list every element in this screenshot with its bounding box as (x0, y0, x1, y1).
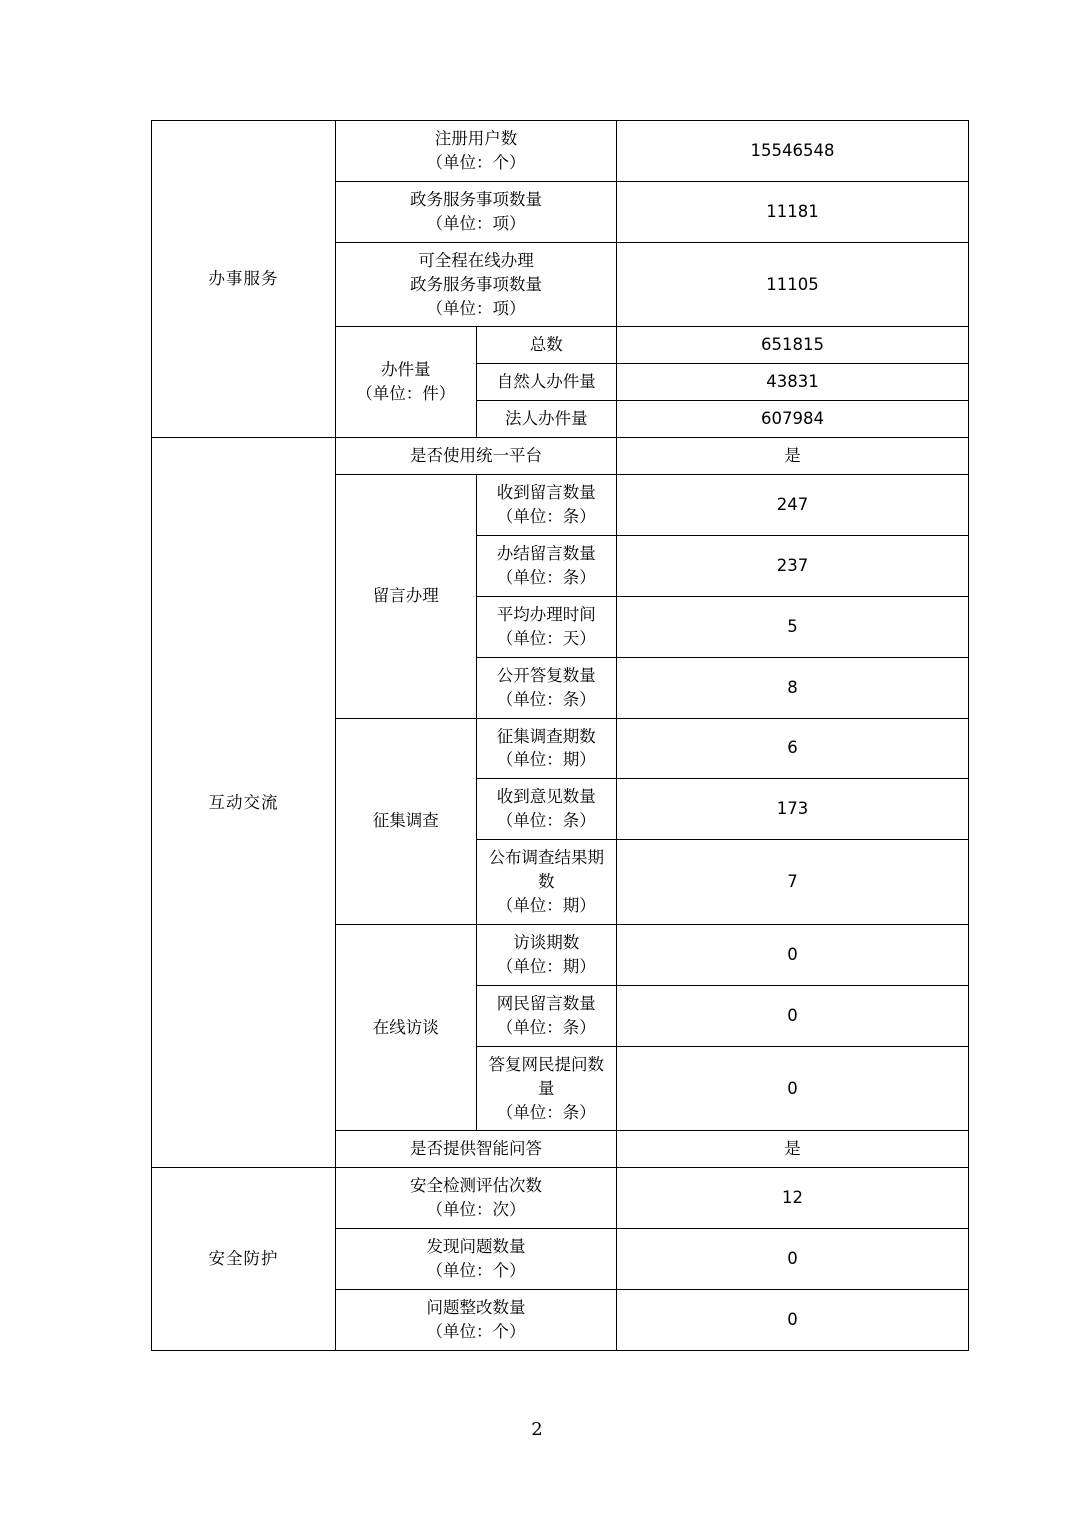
value-registered-users: 15546548 (617, 121, 969, 182)
item-label-line2: （单位：个） (426, 1321, 526, 1341)
sub-label-line1: 征集调查期数 (496, 726, 596, 746)
value-netizen-replies: 0 (617, 1046, 969, 1131)
sub-label-line2: （单位：天） (496, 628, 596, 648)
statistics-table (151, 120, 969, 1351)
value-messages-completed: 237 (617, 535, 969, 596)
category-cell-security: 安全防护 (152, 1168, 336, 1351)
item-cell-registered-users (336, 121, 617, 182)
item-label-line1: 问题整改数量 (426, 1298, 526, 1318)
sub-label-line2: （单位：条） (496, 1017, 596, 1037)
value-public-replies: 8 (617, 657, 969, 718)
item-label-line1: 可全程在线办理 (418, 250, 534, 270)
sub-label-line1: 访谈期数 (513, 932, 580, 952)
value-issues-fixed: 0 (617, 1290, 969, 1351)
item-label-line1: 政务服务事项数量 (410, 189, 542, 209)
sub-label-survey-periods (476, 718, 617, 779)
value-unified-platform: 是 (617, 438, 969, 475)
sub-label-line2: （单位：条） (496, 811, 596, 831)
item-cell-issues-found (336, 1229, 617, 1290)
table-row (152, 121, 969, 182)
value-case-natural-person: 43831 (617, 364, 969, 401)
item-cell-case-volume (336, 327, 477, 438)
sub-label-line1: 收到意见数量 (496, 787, 596, 807)
item-cell-security-assessments (336, 1168, 617, 1229)
value-messages-received: 247 (617, 475, 969, 536)
item-label-line2: 政务服务事项数量 (410, 274, 542, 294)
item-cell-online-interview: 在线访谈 (336, 924, 477, 1130)
value-online-service-items: 11105 (617, 242, 969, 327)
item-label-line2: （单位：个） (426, 1261, 526, 1281)
sub-label-natural-person: 自然人办件量 (476, 364, 617, 401)
item-cell-issues-fixed (336, 1290, 617, 1351)
sub-label-line1: 收到留言数量 (496, 483, 596, 503)
table-row (152, 438, 969, 475)
value-case-legal-person: 607984 (617, 401, 969, 438)
item-cell-service-items (336, 181, 617, 242)
value-survey-periods: 6 (617, 718, 969, 779)
value-smart-qa: 是 (617, 1131, 969, 1168)
item-label-line1: 办件量 (381, 360, 431, 380)
sub-label-netizen-replies (476, 1046, 617, 1131)
item-label-line1: 安全检测评估次数 (410, 1176, 542, 1196)
sub-label-line2: （单位：期） (496, 956, 596, 976)
value-results-published: 7 (617, 840, 969, 925)
value-interview-periods: 0 (617, 924, 969, 985)
item-cell-smart-qa: 是否提供智能问答 (336, 1131, 617, 1168)
value-security-assessments: 12 (617, 1168, 969, 1229)
category-cell-service: 办事服务 (152, 121, 336, 438)
sub-label-line1: 平均办理时间 (496, 604, 596, 624)
sub-label-line2: （单位：条） (496, 689, 596, 709)
sub-label-line2: （单位：期） (496, 896, 596, 916)
sub-label-messages-completed (476, 535, 617, 596)
table-row (152, 1168, 969, 1229)
sub-label-line1: 公布调查结果期数 (488, 848, 604, 892)
value-netizen-messages: 0 (617, 985, 969, 1046)
sub-label-total: 总数 (476, 327, 617, 364)
sub-label-opinions-received (476, 779, 617, 840)
sub-label-average-time (476, 596, 617, 657)
item-label-line2: （单位：项） (426, 213, 526, 233)
category-cell-interaction: 互动交流 (152, 438, 336, 1168)
value-case-total: 651815 (617, 327, 969, 364)
page-number: 2 (531, 1419, 543, 1440)
item-cell-online-service-items (336, 242, 617, 327)
sub-label-line2: （单位：期） (496, 750, 596, 770)
value-issues-found: 0 (617, 1229, 969, 1290)
sub-label-line1: 网民留言数量 (496, 993, 596, 1013)
sub-label-line1: 办结留言数量 (496, 543, 596, 563)
item-cell-message-handling: 留言办理 (336, 475, 477, 718)
item-cell-survey: 征集调查 (336, 718, 477, 924)
item-label-line2: （单位：件） (356, 384, 456, 404)
item-label-line3: （单位：项） (426, 298, 526, 318)
value-opinions-received: 173 (617, 779, 969, 840)
sub-label-line2: （单位：条） (496, 1102, 596, 1122)
item-label-line1: 注册用户数 (434, 129, 518, 148)
sub-label-legal-person: 法人办件量 (476, 401, 617, 438)
sub-label-line1: 答复网民提问数量 (488, 1054, 604, 1098)
item-label-line2: （单位：个） (426, 152, 526, 172)
value-average-time: 5 (617, 596, 969, 657)
sub-label-results-published (476, 840, 617, 925)
sub-label-line2: （单位：条） (496, 507, 596, 527)
item-label-line1: 发现问题数量 (426, 1237, 526, 1257)
sub-label-line1: 公开答复数量 (496, 665, 596, 685)
item-label-line2: （单位：次） (426, 1200, 526, 1220)
statistics-table-wrapper (151, 120, 941, 1351)
sub-label-public-replies (476, 657, 617, 718)
item-cell-unified-platform: 是否使用统一平台 (336, 438, 617, 475)
sub-label-interview-periods (476, 924, 617, 985)
sub-label-messages-received (476, 475, 617, 536)
sub-label-line2: （单位：条） (496, 567, 596, 587)
sub-label-netizen-messages (476, 985, 617, 1046)
value-service-items: 11181 (617, 181, 969, 242)
